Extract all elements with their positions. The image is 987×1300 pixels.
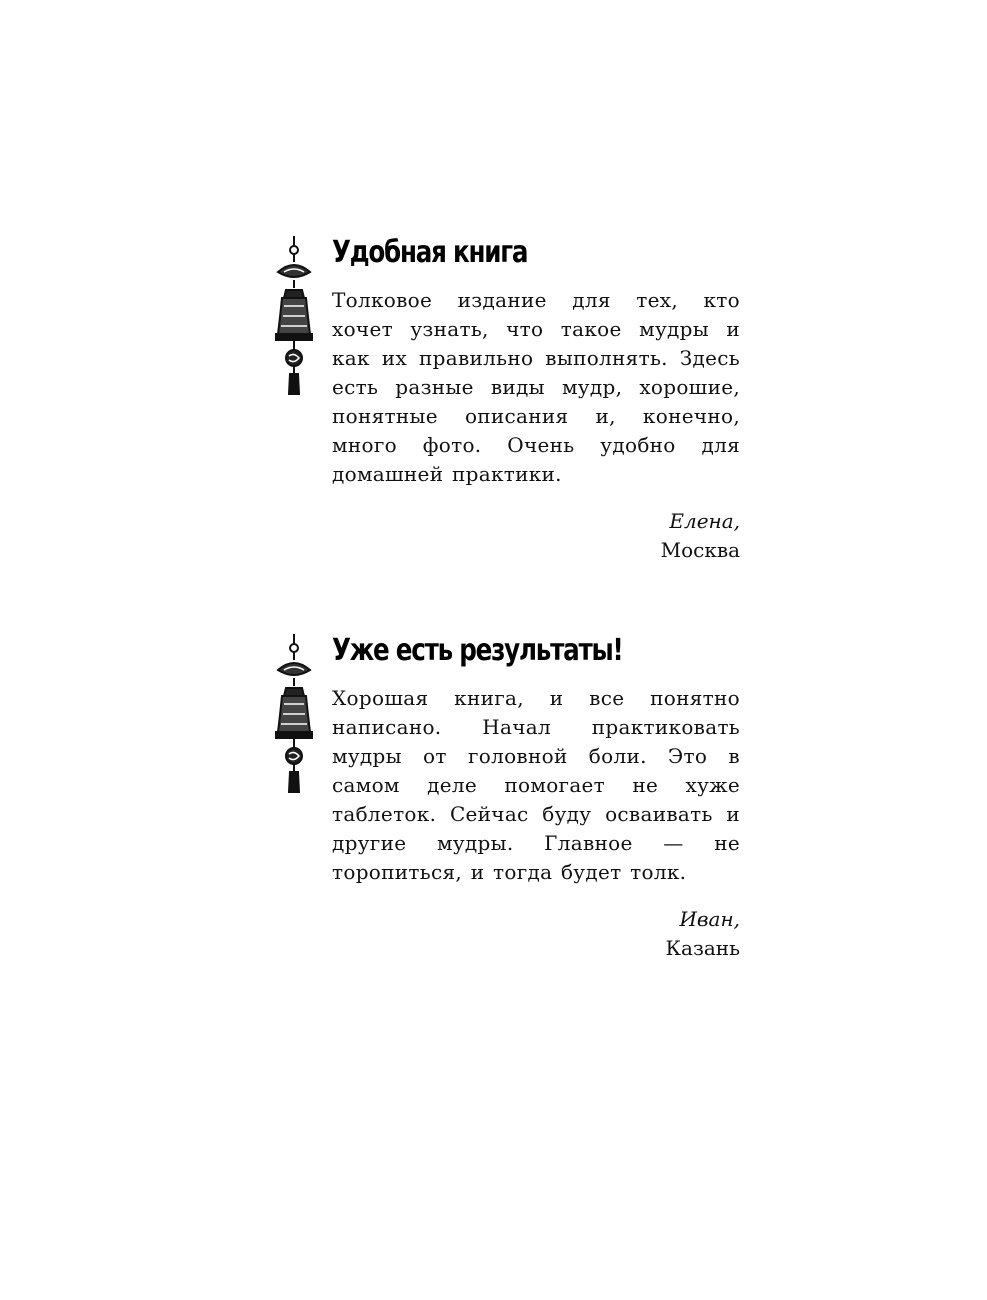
- author-city: Казань: [665, 936, 740, 960]
- review-signature: [332, 507, 740, 565]
- review-text: Толковое издание для тех, кто хочет узнать, что такое мудры и как их правильно выполнять. Здесь есть разные виды мудр, хорошие, понятные описания и, конечно, много фото. Очень удобно для домашней практики.: [332, 288, 740, 486]
- author-city: Москва: [660, 538, 740, 562]
- bell-pendant-icon: [270, 634, 318, 794]
- review-text: Хорошая книга, и все понятно написано. Начал практиковать мудры от головной боли. Это в самом деле помогает не хуже таблеток. Сейчас буду осваивать и другие мудры. Главное — не торопиться, и тогда будет толк.: [332, 686, 740, 884]
- author-name: Елена,: [669, 509, 740, 533]
- review-title: Уже есть результаты!: [332, 633, 623, 668]
- review-signature: [332, 905, 740, 963]
- bell-pendant-icon: [270, 236, 318, 396]
- author-name: Иван,: [679, 907, 740, 931]
- review-title: Удобная книга: [332, 235, 528, 270]
